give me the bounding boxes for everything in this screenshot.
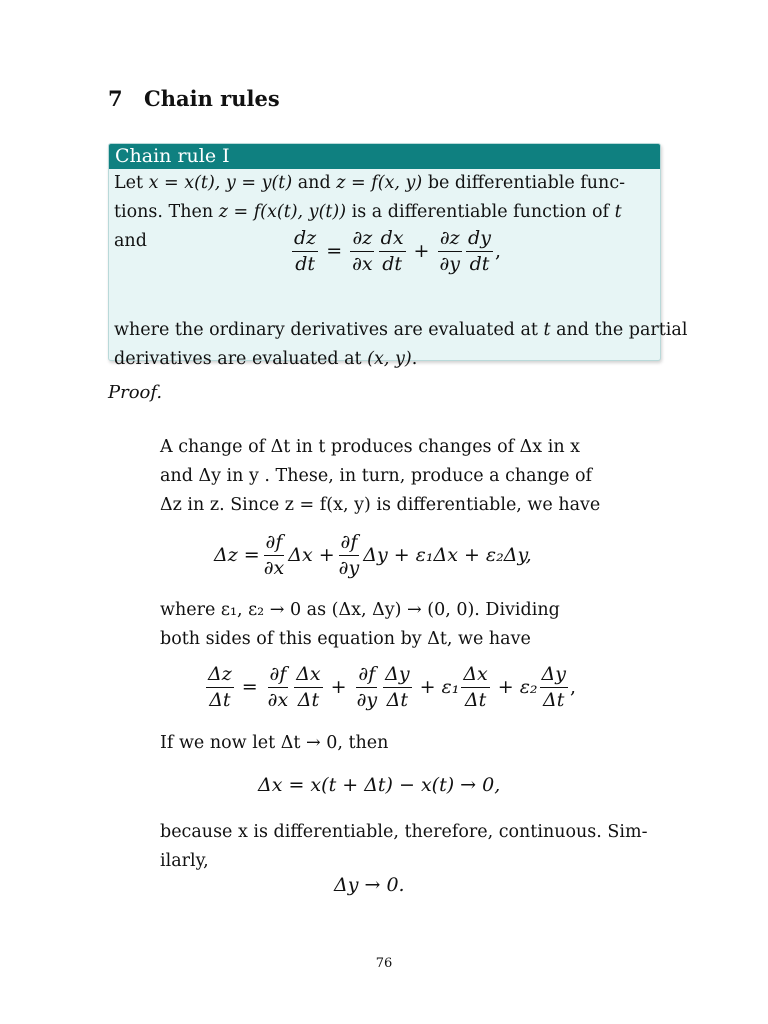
proof-label: Proof. xyxy=(108,382,163,403)
section-title: Chain rules xyxy=(144,86,280,111)
section-heading xyxy=(108,86,280,111)
frac-dx-dt: $\frac{dx}{dt}$ xyxy=(380,227,404,275)
proof-paragraph-2: where ε₁, ε₂ → 0 as (Δx, Δy) → (0, 0). Dividing both sides of this equation by Δt, we have xyxy=(160,600,560,649)
proof-paragraph-4: because x is differentiable, therefore, continuous. Sim- ilarly, xyxy=(160,822,648,871)
frac-dz-dx: $\frac{\partial z}{\partial x}$ xyxy=(352,227,373,275)
theorem-line-4: where the ordinary derivatives are evaluated at t and the partial xyxy=(114,320,688,340)
differential-equation: Δz = $\frac{\partial f}{\partial x}$ Δx + $\frac{\partial f}{\partial y}$ Δy + ε₁Δx + ε₂Δy, xyxy=(214,531,532,579)
section-number: 7 xyxy=(108,86,123,111)
theorem-title: Chain rule I xyxy=(109,144,660,169)
frac-dz-dy: $\frac{\partial z}{\partial y}$ xyxy=(439,227,461,275)
frac-dz-dt: $\frac{dz}{dt}$ xyxy=(294,227,317,275)
theorem-line-5: derivatives are evaluated at (x, y). xyxy=(114,349,418,369)
theorem-body xyxy=(109,169,688,374)
chain-rule-equation: $\frac{dz}{dt}$ = $\frac{\partial z}{\partial x}$ $\frac{dx}{dt}$ + $\frac{\partial z}{\partial y}$ $\frac{dy}{dt}$ , xyxy=(294,227,501,275)
theorem-box xyxy=(108,143,688,369)
theorem-line-1: Let x = x(t), y = y(t) and z = f(x, y) be differentiable func- xyxy=(114,173,626,193)
frac-dy-dt: $\frac{dy}{dt}$ xyxy=(468,227,491,275)
proof-paragraph-1: A change of Δt in t produces changes of Δx in x and Δy in y . These, in turn, produce a change of Δz in z. Since z = f(x, y) is differentiable, we have xyxy=(160,437,601,515)
delta-x-limit: Δx = x(t + Δt) − x(t) → 0, xyxy=(258,774,501,796)
delta-y-limit: Δy → 0. xyxy=(334,874,405,896)
theorem-line-3: and xyxy=(114,231,147,251)
theorem-line-2: tions. Then z = f(x(t), y(t)) is a differentiable function of t xyxy=(114,202,622,222)
proof-paragraph-3: If we now let Δt → 0, then xyxy=(160,733,389,753)
page-number: 76 xyxy=(375,956,393,971)
divided-equation: $\frac{\Delta z}{\Delta t}$ = $\frac{\partial f}{\partial x}$ $\frac{\Delta x}{\Delta t}$ + $\frac{\partial f}{\partial y}$ $\frac{\Delta y}{\Delta t}$ + ε₁ $\frac{\Delta x}{\Delta t}$ + ε₂ $\frac{\Delta y}{\Delta t}$ , xyxy=(208,663,577,711)
